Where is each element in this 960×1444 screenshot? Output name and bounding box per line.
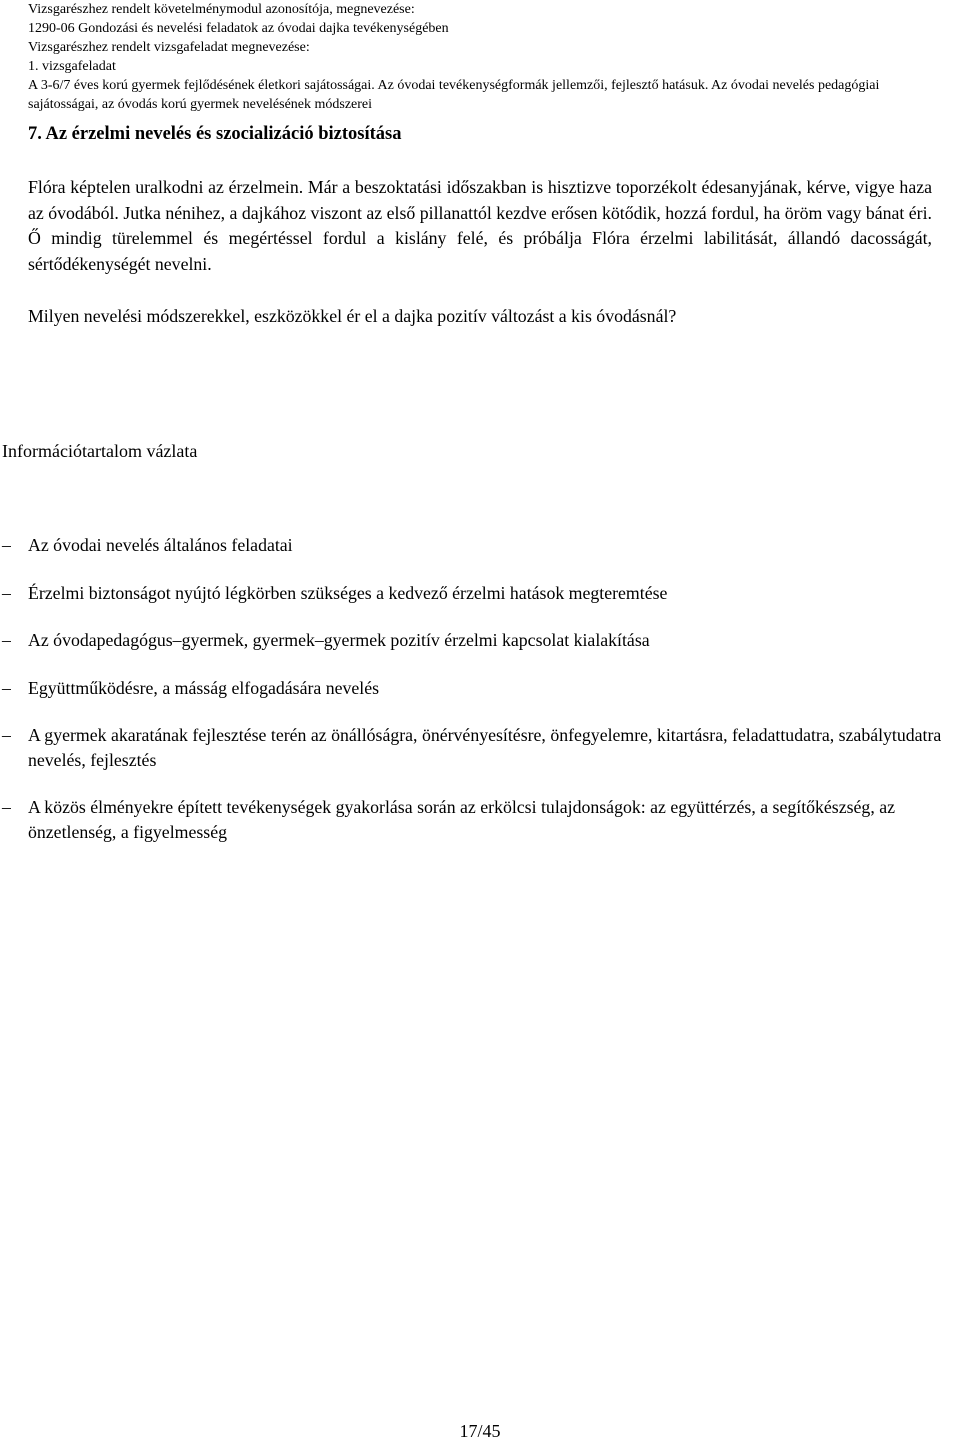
page-number: 17/45 [459,1421,501,1441]
header-task-label: Vizsgarészhez rendelt vizsgafeladat megnevezése: [28,40,310,55]
list-item [0,795,952,844]
list-item-text: Az óvodai nevelés általános feladatai [28,535,293,555]
info-heading: Információtartalom vázlata [2,441,198,461]
document-header [28,0,948,114]
section-title: 7. Az érzelmi nevelés és szocializáció biztosítása [28,124,402,144]
dash-bullet: – [2,725,11,745]
list-item [0,533,952,558]
list-item-text: Az óvodapedagógus–gyermek, gyermek–gyermek pozitív érzelmi kapcsolat kialakítása [28,630,650,650]
list-item-text: Együttműködésre, a másság elfogadására nevelés [28,677,380,698]
list-item-text: A gyermek akaratának fejlesztése terén az önállóságra, önérvényesítésre, önfegyelemre, kitartásra, feladattudatra, szabálytudatra nevelés, fejlesztés [28,725,942,770]
dash-bullet: – [2,582,11,603]
header-module-name: 1290-06 Gondozási és nevelési feladatok az óvodai dajka tevékenységében [28,21,449,36]
list-item [0,581,952,606]
list-item-text: Érzelmi biztonságot nyújtó légkörben szükséges a kedvező érzelmi hatások megteremtése [28,582,668,603]
dash-bullet: – [2,677,11,698]
scenario-paragraph: Flóra képtelen uralkodni az érzelmein. Már a beszoktatási időszakban is hisztizve toporzékolt édesanyjának, kérve, vigye haza az óvodából. Jutka nénihez, a dajkához viszont az első pillanattól kezdve erősen kötődik, hozzá fordul, ha öröm vagy bánat éri. Ő mindig türelemmel és megértéssel fordul a kislány felé, és próbálja Flóra érzelmi labilitását, állandó dacosságát, sértődékenységét nevelni. [28,177,932,275]
list-item [0,628,952,653]
list-item-text: A közös élményekre épített tevékenységek gyakorlása során az erkölcsi tulajdonságok: az együttérzés, a segítőkészség, az önzetlenség, a figyelmesség [28,797,896,842]
dash-bullet: – [2,797,11,817]
header-module-label: Vizsgarészhez rendelt követelménymodul azonosítója, megnevezése: [28,2,415,17]
dash-bullet: – [2,630,11,650]
header-task-number: 1. vizsgafeladat [28,59,116,74]
dash-bullet: – [2,535,11,555]
info-list [0,533,960,844]
list-item [0,723,952,772]
header-task-description: A 3-6/7 éves korú gyermek fejlődésének életkori sajátosságai. Az óvodai tevékenységformák jellemzői, fejlesztő hatásuk. Az óvodai nevelés pedagógiai sajátosságai, az óvodás korú gyermek nevelésének módszerei [28,78,880,112]
list-item [0,676,952,701]
question-paragraph: Milyen nevelési módszerekkel, eszközökkel ér el a dajka pozitív változást a kis óvodásnál? [28,306,677,326]
